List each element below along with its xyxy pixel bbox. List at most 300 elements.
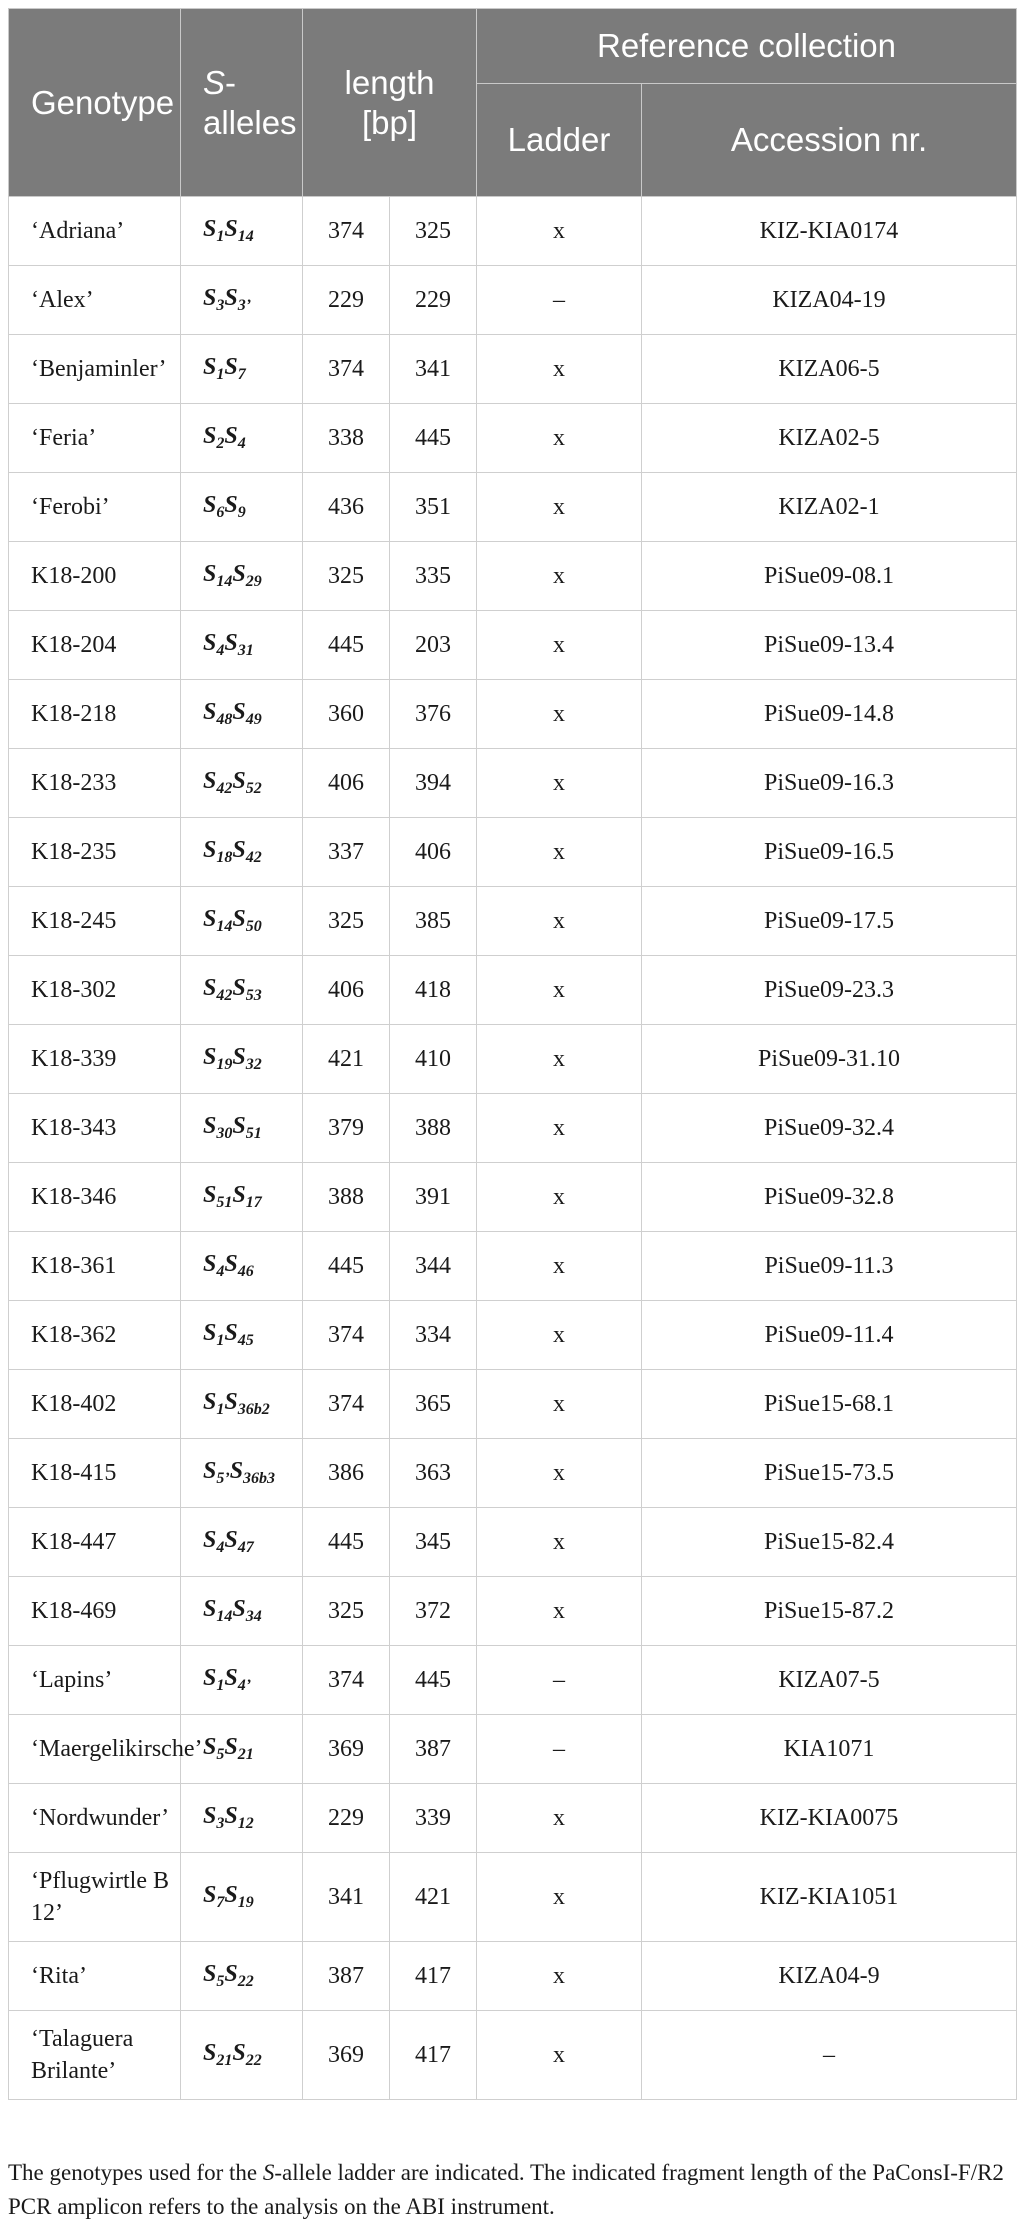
length-1-cell: 325 <box>303 887 390 956</box>
alleles-cell <box>181 1370 303 1439</box>
length-2-cell: 335 <box>390 542 477 611</box>
ladder-cell: – <box>477 1646 642 1715</box>
allele-1: 7 <box>216 1894 225 1911</box>
length-2-cell: 351 <box>390 473 477 542</box>
genotype-cell: ‘Nordwunder’ <box>9 1784 181 1853</box>
table-row <box>9 1094 1017 1163</box>
alleles-cell <box>181 680 303 749</box>
allele-s-letter: S <box>232 561 246 587</box>
table-row <box>9 1301 1017 1370</box>
allele-1: 18 <box>216 849 233 866</box>
length-2-cell: 445 <box>390 404 477 473</box>
table-row <box>9 1370 1017 1439</box>
allele-s-letter: S <box>224 1389 238 1415</box>
length-2-cell: 417 <box>390 2011 477 2100</box>
table-row <box>9 1508 1017 1577</box>
accession-cell: PiSue09-11.4 <box>642 1301 1017 1370</box>
allele-s-letter: S <box>224 1961 238 1987</box>
allele-2: 29 <box>245 573 262 590</box>
genotype-cell: K18-302 <box>9 956 181 1025</box>
allele-s-letter: S <box>203 975 217 1001</box>
table-row <box>9 404 1017 473</box>
genotype-cell: K18-469 <box>9 1577 181 1646</box>
length-1-cell: 445 <box>303 1232 390 1301</box>
table-row <box>9 197 1017 266</box>
length-1-cell: 379 <box>303 1094 390 1163</box>
length-1-cell: 374 <box>303 1301 390 1370</box>
allele-s-letter: S <box>224 1882 238 1908</box>
allele-s-letter: S <box>203 1044 217 1070</box>
alleles-cell <box>181 1942 303 2011</box>
allele-s-letter: S <box>203 1182 217 1208</box>
header-length: length [bp] <box>303 9 477 197</box>
table-row <box>9 1577 1017 1646</box>
allele-s-letter: S <box>203 1882 217 1908</box>
allele-s-letter: S <box>203 492 217 518</box>
allele-s-letter: S <box>203 906 217 932</box>
allele-1: 48 <box>216 711 233 728</box>
allele-2: 47 <box>237 1539 254 1556</box>
accession-cell: PiSue15-87.2 <box>642 1577 1017 1646</box>
length-2-cell: 344 <box>390 1232 477 1301</box>
ladder-cell: x <box>477 1577 642 1646</box>
alleles-cell <box>181 1439 303 1508</box>
alleles-cell <box>181 749 303 818</box>
length-2-cell: 341 <box>390 335 477 404</box>
allele-s-letter: S <box>203 1458 217 1484</box>
alleles-cell <box>181 1784 303 1853</box>
ladder-cell: x <box>477 1784 642 1853</box>
allele-s-letter: S <box>224 492 238 518</box>
length-2-cell: 417 <box>390 1942 477 2011</box>
accession-cell: KIZ-KIA1051 <box>642 1853 1017 1942</box>
footnote-part2: -allele ladder are indicated. The indicated fragment length of the PaConsI-F/R2 PCR amplicon refers to the analysis on the ABI instrument. <box>8 2160 1004 2219</box>
alleles-cell <box>181 542 303 611</box>
genotype-cell: ‘Ferobi’ <box>9 473 181 542</box>
header-s-italic: S <box>203 63 226 101</box>
ladder-cell: – <box>477 1715 642 1784</box>
allele-s-letter: S <box>232 906 246 932</box>
accession-cell: PiSue09-13.4 <box>642 611 1017 680</box>
genotype-cell: ‘Lapins’ <box>9 1646 181 1715</box>
table-row <box>9 2011 1017 2100</box>
length-2-cell: 421 <box>390 1853 477 1942</box>
length-2-cell: 345 <box>390 1508 477 1577</box>
allele-2: 21 <box>237 1746 254 1763</box>
allele-2: 4’ <box>237 1677 252 1694</box>
table-body <box>9 197 1017 2100</box>
allele-2: 17 <box>245 1194 262 1211</box>
allele-1: 4 <box>216 1263 225 1280</box>
ladder-cell: x <box>477 611 642 680</box>
alleles-cell <box>181 266 303 335</box>
length-1-cell: 360 <box>303 680 390 749</box>
allele-1: 21 <box>216 2052 233 2069</box>
allele-1: 1 <box>216 1677 225 1694</box>
allele-s-letter: S <box>224 1665 238 1691</box>
length-1-cell: 374 <box>303 335 390 404</box>
allele-1: 4 <box>216 1539 225 1556</box>
accession-cell: KIZA02-1 <box>642 473 1017 542</box>
accession-cell: PiSue15-68.1 <box>642 1370 1017 1439</box>
length-1-cell: 406 <box>303 956 390 1025</box>
allele-1: 14 <box>216 573 233 590</box>
allele-s-letter: S <box>203 1803 217 1829</box>
length-1-cell: 374 <box>303 197 390 266</box>
ladder-cell: x <box>477 818 642 887</box>
length-1-cell: 387 <box>303 1942 390 2011</box>
allele-2: 42 <box>245 849 262 866</box>
allele-s-letter: S <box>229 1458 244 1484</box>
allele-1: 19 <box>216 1056 233 1073</box>
allele-1: 5 <box>216 1746 225 1763</box>
allele-2: 51 <box>245 1125 262 1142</box>
genotype-cell: K18-218 <box>9 680 181 749</box>
alleles-cell <box>181 1853 303 1942</box>
length-1-cell: 337 <box>303 818 390 887</box>
alleles-cell <box>181 1577 303 1646</box>
length-1-cell: 421 <box>303 1025 390 1094</box>
ladder-cell: x <box>477 1439 642 1508</box>
genotype-cell: ‘Maergelikirsche’ <box>9 1715 181 1784</box>
genotype-cell: K18-415 <box>9 1439 181 1508</box>
allele-s-letter: S <box>232 1044 246 1070</box>
footnote-s-italic: S <box>262 2160 275 2185</box>
allele-s-letter: S <box>203 1665 217 1691</box>
genotype-cell: K18-339 <box>9 1025 181 1094</box>
allele-s-letter: S <box>232 699 246 725</box>
allele-1: 4 <box>216 642 225 659</box>
length-2-cell: 229 <box>390 266 477 335</box>
allele-s-letter: S <box>203 768 217 794</box>
allele-2: 36b3 <box>243 1470 276 1487</box>
length-2-cell: 445 <box>390 1646 477 1715</box>
allele-s-letter: S <box>203 1113 217 1139</box>
length-1-cell: 325 <box>303 1577 390 1646</box>
allele-1: 5 <box>216 1973 225 1990</box>
length-2-cell: 376 <box>390 680 477 749</box>
allele-s-letter: S <box>224 630 238 656</box>
allele-s-letter: S <box>224 1320 238 1346</box>
allele-s-letter: S <box>203 1961 217 1987</box>
length-1-cell: 374 <box>303 1370 390 1439</box>
ladder-cell: x <box>477 2011 642 2100</box>
alleles-cell <box>181 887 303 956</box>
length-2-cell: 334 <box>390 1301 477 1370</box>
length-1-cell: 338 <box>303 404 390 473</box>
accession-cell: PiSue09-32.8 <box>642 1163 1017 1232</box>
header-reference-collection: Reference collection <box>477 9 1017 84</box>
ladder-cell: x <box>477 1301 642 1370</box>
ladder-cell: x <box>477 1025 642 1094</box>
allele-2: 53 <box>245 987 262 1004</box>
genotype-cell: K18-362 <box>9 1301 181 1370</box>
alleles-cell <box>181 404 303 473</box>
alleles-cell <box>181 2011 303 2100</box>
allele-1: 1 <box>216 366 225 383</box>
ladder-cell: – <box>477 266 642 335</box>
allele-2: 45 <box>237 1332 254 1349</box>
allele-s-letter: S <box>232 1182 246 1208</box>
ladder-cell: x <box>477 1232 642 1301</box>
length-2-cell: 365 <box>390 1370 477 1439</box>
length-1-cell: 369 <box>303 2011 390 2100</box>
table-row <box>9 266 1017 335</box>
allele-2: 4 <box>237 435 246 452</box>
table-row <box>9 1025 1017 1094</box>
length-1-cell: 436 <box>303 473 390 542</box>
allele-s-letter: S <box>203 699 217 725</box>
allele-s-letter: S <box>224 216 238 242</box>
allele-1: 30 <box>216 1125 233 1142</box>
genotype-cell: ‘Talaguera Brilante’ <box>9 2011 181 2100</box>
allele-1: 6 <box>216 504 225 521</box>
length-2-cell: 385 <box>390 887 477 956</box>
accession-cell: PiSue09-17.5 <box>642 887 1017 956</box>
alleles-cell <box>181 1025 303 1094</box>
table-row <box>9 611 1017 680</box>
ladder-cell: x <box>477 197 642 266</box>
length-2-cell: 363 <box>390 1439 477 1508</box>
allele-1: 14 <box>216 1608 233 1625</box>
table-row <box>9 1784 1017 1853</box>
length-2-cell: 325 <box>390 197 477 266</box>
header-ladder: Ladder <box>477 84 642 197</box>
allele-2: 14 <box>237 228 254 245</box>
allele-2: 12 <box>237 1815 254 1832</box>
allele-s-letter: S <box>232 1596 246 1622</box>
allele-1: 3 <box>216 297 225 314</box>
length-2-cell: 387 <box>390 1715 477 1784</box>
accession-cell: PiSue15-82.4 <box>642 1508 1017 1577</box>
allele-s-letter: S <box>224 423 238 449</box>
allele-s-letter: S <box>232 2040 246 2066</box>
accession-cell: PiSue09-08.1 <box>642 542 1017 611</box>
allele-s-letter: S <box>224 1734 238 1760</box>
allele-2: 46 <box>237 1263 254 1280</box>
allele-s-letter: S <box>203 1596 217 1622</box>
table-footnote <box>8 2156 1020 2224</box>
allele-2: 22 <box>237 1973 254 1990</box>
header-s-rest: -alleles <box>203 63 297 141</box>
allele-s-letter: S <box>232 768 246 794</box>
length-2-cell: 391 <box>390 1163 477 1232</box>
footnote-part1: The genotypes used for the <box>8 2160 263 2185</box>
alleles-cell <box>181 1301 303 1370</box>
ladder-cell: x <box>477 1853 642 1942</box>
allele-2: 7 <box>237 366 246 383</box>
allele-s-letter: S <box>203 561 217 587</box>
genotype-cell: K18-200 <box>9 542 181 611</box>
table-row <box>9 1232 1017 1301</box>
length-2-cell: 406 <box>390 818 477 887</box>
length-2-cell: 203 <box>390 611 477 680</box>
genotype-cell: ‘Rita’ <box>9 1942 181 2011</box>
allele-1: 51 <box>216 1194 233 1211</box>
ladder-cell: x <box>477 956 642 1025</box>
ladder-cell: x <box>477 473 642 542</box>
allele-2: 50 <box>245 918 262 935</box>
accession-cell: KIA1071 <box>642 1715 1017 1784</box>
table-row <box>9 1163 1017 1232</box>
allele-1: 1 <box>216 1332 225 1349</box>
accession-cell: PiSue09-32.4 <box>642 1094 1017 1163</box>
ladder-cell: x <box>477 404 642 473</box>
allele-s-letter: S <box>203 1734 217 1760</box>
genotype-cell: K18-346 <box>9 1163 181 1232</box>
allele-s-letter: S <box>203 2040 217 2066</box>
length-1-cell: 374 <box>303 1646 390 1715</box>
ladder-cell: x <box>477 1942 642 2011</box>
length-2-cell: 394 <box>390 749 477 818</box>
genotype-cell: K18-233 <box>9 749 181 818</box>
allele-s-letter: S <box>232 975 246 1001</box>
length-1-cell: 445 <box>303 611 390 680</box>
genotype-cell: K18-204 <box>9 611 181 680</box>
accession-cell: PiSue09-11.3 <box>642 1232 1017 1301</box>
table-row <box>9 956 1017 1025</box>
accession-cell: KIZA07-5 <box>642 1646 1017 1715</box>
accession-cell: PiSue09-23.3 <box>642 956 1017 1025</box>
allele-s-letter: S <box>232 1113 246 1139</box>
length-1-cell: 445 <box>303 1508 390 1577</box>
allele-1: 1 <box>216 1401 225 1418</box>
allele-2: 34 <box>245 1608 262 1625</box>
ladder-cell: x <box>477 1370 642 1439</box>
genotype-cell: ‘Adriana’ <box>9 197 181 266</box>
allele-2: 22 <box>245 2052 262 2069</box>
ladder-cell: x <box>477 542 642 611</box>
allele-2: 9 <box>237 504 246 521</box>
allele-s-letter: S <box>203 423 217 449</box>
allele-s-letter: S <box>203 1389 217 1415</box>
table-row <box>9 542 1017 611</box>
allele-s-letter: S <box>203 354 217 380</box>
accession-cell: KIZA06-5 <box>642 335 1017 404</box>
table-row <box>9 1853 1017 1942</box>
table-header <box>9 9 1017 197</box>
table-row <box>9 335 1017 404</box>
length-1-cell: 386 <box>303 1439 390 1508</box>
header-s-alleles <box>181 9 303 197</box>
genotype-cell: K18-245 <box>9 887 181 956</box>
table-row <box>9 818 1017 887</box>
alleles-cell <box>181 1508 303 1577</box>
alleles-cell <box>181 473 303 542</box>
length-2-cell: 410 <box>390 1025 477 1094</box>
table-row <box>9 749 1017 818</box>
table-row <box>9 680 1017 749</box>
allele-s-letter: S <box>224 285 238 311</box>
genotype-cell: ‘Feria’ <box>9 404 181 473</box>
allele-2: 49 <box>245 711 262 728</box>
ladder-cell: x <box>477 1094 642 1163</box>
allele-s-letter: S <box>203 216 217 242</box>
alleles-cell <box>181 956 303 1025</box>
genotype-cell: K18-402 <box>9 1370 181 1439</box>
alleles-cell <box>181 1232 303 1301</box>
accession-cell: PiSue09-16.3 <box>642 749 1017 818</box>
genotype-cell: K18-343 <box>9 1094 181 1163</box>
allele-s-letter: S <box>203 1527 217 1553</box>
genotype-cell: K18-235 <box>9 818 181 887</box>
allele-s-letter: S <box>203 285 217 311</box>
alleles-cell <box>181 1163 303 1232</box>
allele-s-letter: S <box>203 630 217 656</box>
accession-cell: KIZ-KIA0075 <box>642 1784 1017 1853</box>
genotype-cell: K18-447 <box>9 1508 181 1577</box>
allele-2: 19 <box>237 1894 254 1911</box>
header-accession: Accession nr. <box>642 84 1017 197</box>
alleles-cell <box>181 818 303 887</box>
accession-cell: – <box>642 2011 1017 2100</box>
length-2-cell: 388 <box>390 1094 477 1163</box>
accession-cell: PiSue09-31.10 <box>642 1025 1017 1094</box>
ladder-cell: x <box>477 887 642 956</box>
table-row <box>9 1715 1017 1784</box>
genotype-cell: ‘Benjaminler’ <box>9 335 181 404</box>
ladder-cell: x <box>477 1508 642 1577</box>
length-2-cell: 339 <box>390 1784 477 1853</box>
table-row <box>9 473 1017 542</box>
allele-1: 2 <box>216 435 225 452</box>
length-2-cell: 372 <box>390 1577 477 1646</box>
allele-s-letter: S <box>203 1251 217 1277</box>
table-row <box>9 887 1017 956</box>
length-1-cell: 406 <box>303 749 390 818</box>
alleles-cell <box>181 1094 303 1163</box>
accession-cell: PiSue09-16.5 <box>642 818 1017 887</box>
length-1-cell: 388 <box>303 1163 390 1232</box>
allele-2: 31 <box>237 642 254 659</box>
table-row <box>9 1942 1017 2011</box>
accession-cell: PiSue09-14.8 <box>642 680 1017 749</box>
allele-1: 3 <box>216 1815 225 1832</box>
allele-1: 5’ <box>216 1470 230 1487</box>
table-row <box>9 1439 1017 1508</box>
allele-s-letter: S <box>224 354 238 380</box>
ladder-cell: x <box>477 749 642 818</box>
genotype-cell: K18-361 <box>9 1232 181 1301</box>
allele-s-letter: S <box>232 837 246 863</box>
allele-s-letter: S <box>224 1527 238 1553</box>
length-1-cell: 325 <box>303 542 390 611</box>
allele-2: 52 <box>245 780 262 797</box>
length-1-cell: 229 <box>303 266 390 335</box>
accession-cell: PiSue15-73.5 <box>642 1439 1017 1508</box>
length-1-cell: 369 <box>303 1715 390 1784</box>
ladder-cell: x <box>477 335 642 404</box>
allele-2: 32 <box>245 1056 262 1073</box>
allele-2: 3’ <box>237 297 252 314</box>
allele-1: 1 <box>216 228 225 245</box>
allele-s-letter: S <box>224 1251 238 1277</box>
alleles-cell <box>181 335 303 404</box>
genotype-table <box>8 8 1017 2100</box>
ladder-cell: x <box>477 680 642 749</box>
header-genotype: Genotype <box>9 9 181 197</box>
alleles-cell <box>181 197 303 266</box>
length-1-cell: 341 <box>303 1853 390 1942</box>
allele-1: 14 <box>216 918 233 935</box>
allele-1: 42 <box>216 987 233 1004</box>
allele-s-letter: S <box>224 1803 238 1829</box>
alleles-cell <box>181 1646 303 1715</box>
ladder-cell: x <box>477 1163 642 1232</box>
accession-cell: KIZA04-9 <box>642 1942 1017 2011</box>
accession-cell: KIZA02-5 <box>642 404 1017 473</box>
allele-s-letter: S <box>203 837 217 863</box>
